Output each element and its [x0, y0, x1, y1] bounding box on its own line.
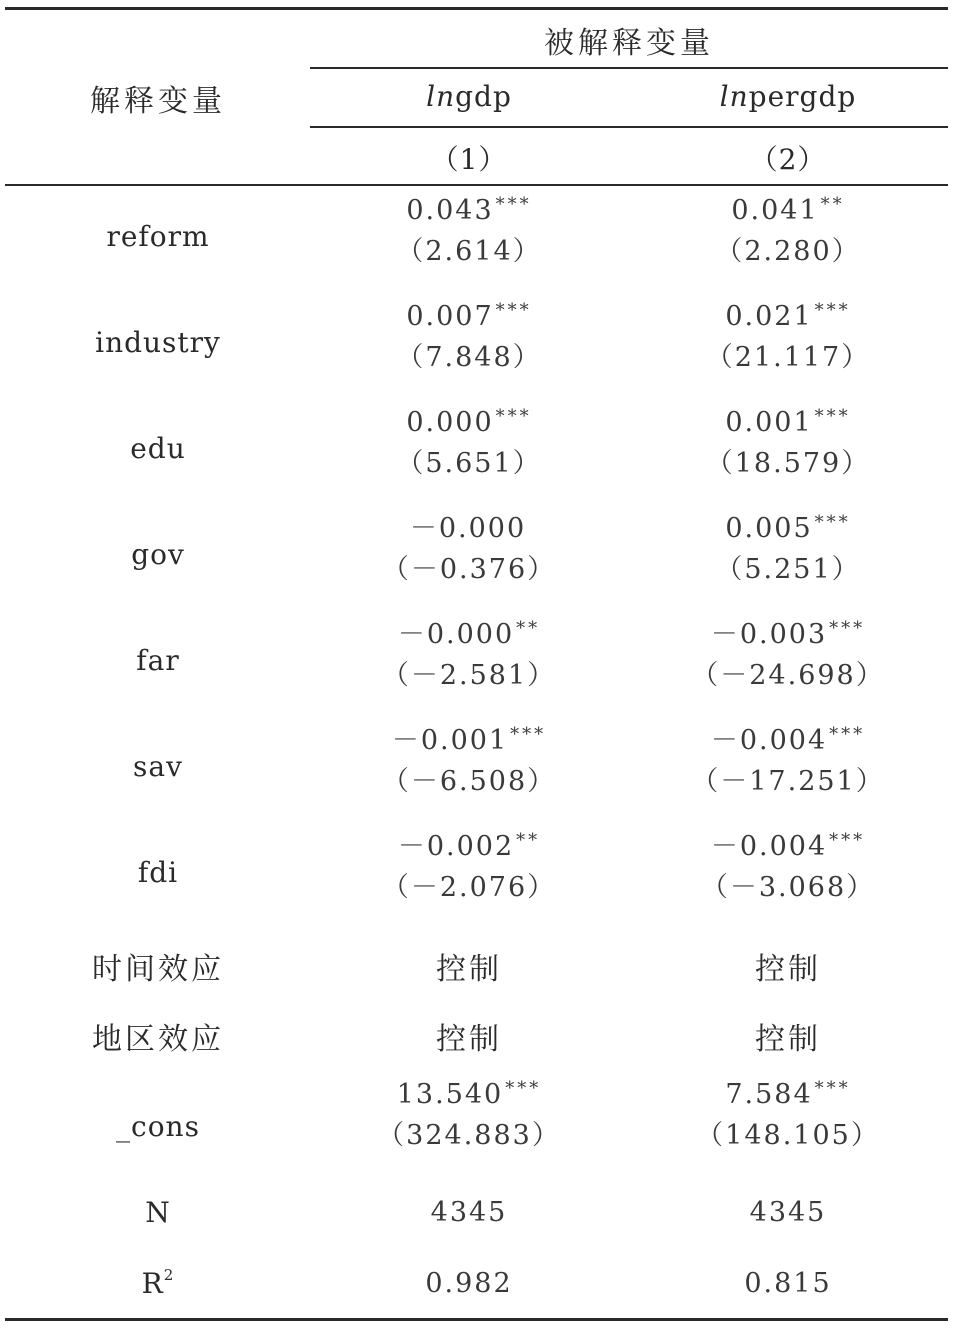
row-edu-col1-coef	[310, 396, 628, 443]
significance-stars: ***	[814, 406, 851, 427]
cons-col2	[628, 1068, 948, 1156]
row-label-fdi: fdi	[137, 856, 179, 889]
cons-col1-t: （324.883）	[377, 1120, 561, 1151]
cons-col2-t: （148.105）	[696, 1120, 880, 1151]
row-gov-col2-coef	[628, 502, 948, 549]
coef-value: －0.001	[391, 725, 509, 756]
header-divider-2	[310, 126, 948, 128]
row-fdi-col2-t: （－3.068）	[700, 872, 876, 903]
coef-value: 0.001	[725, 407, 813, 438]
cons-col2-coef	[628, 1068, 948, 1115]
row-reform-col2-t: （2.280）	[715, 236, 861, 267]
cons-col1	[310, 1068, 628, 1156]
cons-col2-coef-value: 7.584	[725, 1079, 813, 1110]
row-industry-col1-t: （7.848）	[396, 342, 542, 373]
row-far-col1-t: （－2.581）	[381, 660, 557, 691]
coef-value: －0.000	[409, 513, 527, 544]
significance-stars: ***	[814, 512, 851, 533]
row-fdi-col2	[628, 820, 948, 908]
column-1-var: gdp	[455, 80, 512, 113]
column-2-ln: ln	[719, 80, 749, 113]
bottom-rule	[5, 1318, 948, 1321]
n-label: N	[145, 1196, 171, 1229]
significance-stars: ***	[495, 406, 532, 427]
explanatory-variable-header: 解释变量	[90, 84, 226, 119]
row-reform-col1	[310, 184, 628, 272]
coef-value: －0.004	[710, 831, 828, 862]
row-fdi-col1-coef	[310, 820, 628, 867]
region-effect-col1: 控制	[436, 1022, 502, 1057]
row-fdi-col1	[310, 820, 628, 908]
row-reform-col2	[628, 184, 948, 272]
row-gov-col2	[628, 502, 948, 590]
time-effect-label: 时间效应	[92, 952, 224, 987]
column-2-var: pergdp	[748, 80, 857, 113]
row-sav-col1	[310, 714, 628, 802]
row-sav-col2	[628, 714, 948, 802]
row-far-col2	[628, 608, 948, 696]
r2-col2: 0.815	[744, 1268, 832, 1299]
row-industry-col2	[628, 290, 948, 378]
row-fdi-col1-t: （－2.076）	[381, 872, 557, 903]
cons-col1-coef	[310, 1068, 628, 1115]
row-edu-col2-t: （18.579）	[705, 448, 871, 479]
time-effect-col2: 控制	[755, 952, 821, 987]
row-reform-col2-coef	[628, 184, 948, 231]
row-gov-col2-t: （5.251）	[715, 554, 861, 585]
significance-stars: **	[820, 194, 845, 215]
coef-value: －0.002	[397, 831, 515, 862]
coef-value: －0.003	[710, 619, 828, 650]
row-industry-col1-coef	[310, 290, 628, 337]
row-industry-col2-coef	[628, 290, 948, 337]
significance-stars: ***	[814, 300, 851, 321]
r2-label-sup: 2	[163, 1266, 175, 1284]
row-edu-col1	[310, 396, 628, 484]
row-gov-col1-coef	[310, 502, 628, 549]
row-label-reform: reform	[106, 220, 210, 253]
dependent-variable-header: 被解释变量	[544, 26, 714, 61]
row-sav-col2-t: （－17.251）	[691, 766, 885, 797]
row-far-col1-coef	[310, 608, 628, 655]
significance-stars: ***	[495, 194, 532, 215]
row-sav-col1-coef	[310, 714, 628, 761]
time-effect-col1: 控制	[436, 952, 502, 987]
row-edu-col1-t: （5.651）	[396, 448, 542, 479]
significance-stars: ***	[829, 724, 866, 745]
significance-stars: ***	[495, 300, 532, 321]
column-2-number: （2）	[749, 143, 827, 176]
row-label-edu: edu	[130, 432, 186, 465]
region-effect-label: 地区效应	[92, 1022, 224, 1057]
significance-stars: ***	[510, 724, 547, 745]
coef-value: －0.004	[710, 725, 828, 756]
row-reform-col1-coef	[310, 184, 628, 231]
row-label-industry: industry	[95, 326, 221, 359]
row-far-col1	[310, 608, 628, 696]
significance-stars: ***	[829, 830, 866, 851]
cons-col2-stars: ***	[814, 1078, 851, 1099]
row-fdi-col2-coef	[628, 820, 948, 867]
header-divider-1	[310, 67, 948, 69]
coef-value: 0.007	[406, 301, 494, 332]
coef-value: 0.000	[406, 407, 494, 438]
coef-value: 0.043	[406, 195, 494, 226]
r2-label	[0, 1266, 316, 1300]
r2-col1: 0.982	[425, 1268, 513, 1299]
row-far-col2-coef	[628, 608, 948, 655]
row-sav-col2-coef	[628, 714, 948, 761]
significance-stars: **	[516, 618, 541, 639]
n-col1: 4345	[430, 1197, 508, 1228]
row-gov-col1	[310, 502, 628, 590]
coef-value: －0.000	[397, 619, 515, 650]
region-effect-col2: 控制	[755, 1022, 821, 1057]
significance-stars: **	[516, 830, 541, 851]
column-1-variable	[310, 80, 628, 113]
top-rule	[5, 7, 948, 10]
column-1-ln: ln	[426, 80, 456, 113]
row-edu-col2	[628, 396, 948, 484]
row-label-gov: gov	[131, 538, 185, 571]
row-reform-col1-t: （2.614）	[396, 236, 542, 267]
significance-stars: ***	[829, 618, 866, 639]
cons-label: _cons	[116, 1110, 200, 1143]
column-1-number: （1）	[430, 143, 508, 176]
cons-col1-coef-value: 13.540	[396, 1079, 504, 1110]
coef-value: 0.005	[725, 513, 813, 544]
row-far-col2-t: （－24.698）	[691, 660, 885, 691]
coef-value: 0.041	[731, 195, 819, 226]
row-edu-col2-coef	[628, 396, 948, 443]
row-industry-col2-t: （21.117）	[705, 342, 871, 373]
column-2-variable	[628, 80, 948, 113]
row-label-sav: sav	[133, 750, 183, 783]
r2-label-base: R	[141, 1267, 164, 1300]
row-sav-col1-t: （－6.508）	[381, 766, 557, 797]
cons-col1-stars: ***	[505, 1078, 542, 1099]
row-label-far: far	[136, 644, 180, 677]
coef-value: 0.021	[725, 301, 813, 332]
row-gov-col1-t: （－0.376）	[381, 554, 557, 585]
row-industry-col1	[310, 290, 628, 378]
n-col2: 4345	[749, 1197, 827, 1228]
